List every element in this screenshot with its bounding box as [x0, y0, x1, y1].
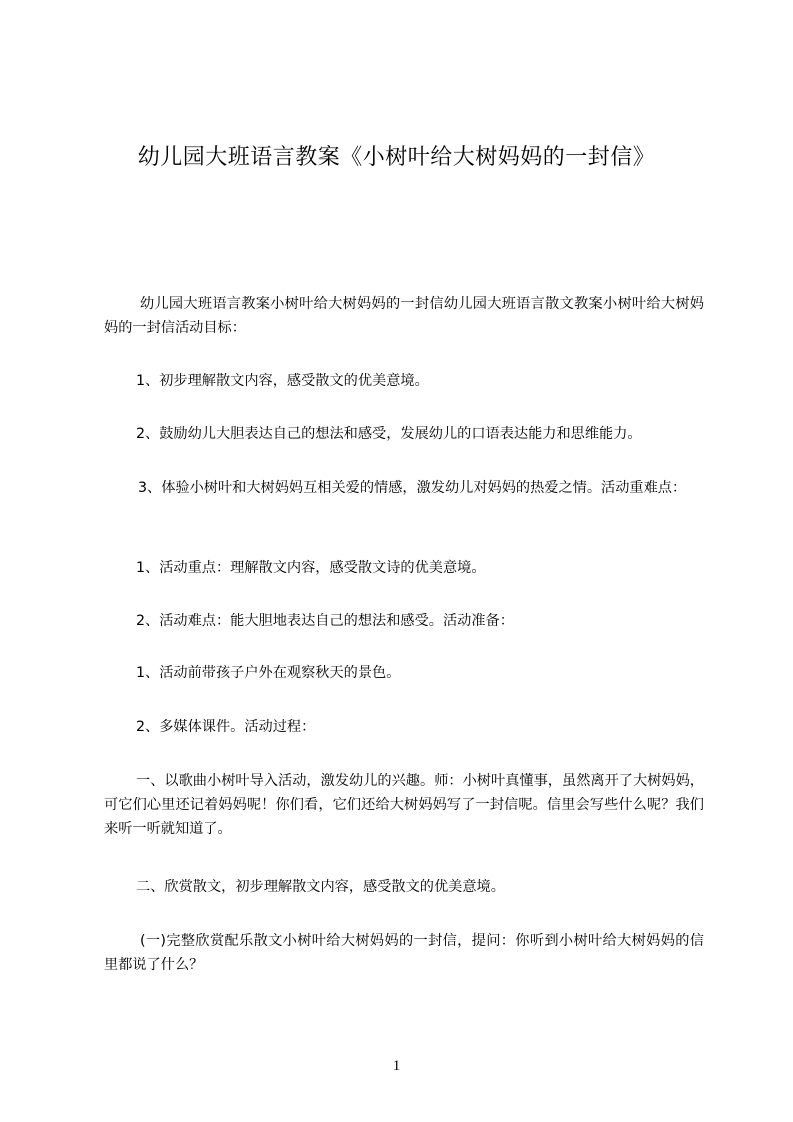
paragraph-prep-2: 2、多媒体课件。活动过程：: [136, 719, 316, 735]
paragraph-intro: 幼儿园大班语言教案小树叶给大树妈妈的一封信幼儿园大班语言散文教案小树叶给大树妈妈的一封信活动目标：: [104, 296, 704, 336]
paragraph-difficulty: 2、活动难点：能大胆地表达自己的想法和感受。活动准备：: [136, 613, 514, 629]
paragraph-prep-1: 1、活动前带孩子户外在观察秋天的景色。: [136, 665, 401, 681]
paragraph-goal-2: 2、鼓励幼儿大胆表达自己的想法和感受，发展幼儿的口语表达能力和思维能力。: [136, 426, 642, 442]
paragraph-step-1: 一、以歌曲小树叶导入活动，激发幼儿的兴趣。师：小树叶真懂事，虽然离开了大树妈妈，可它们心里还记着妈妈呢！你们看，它们还给大树妈妈写了一封信呢。信里会写些什么呢？我们来听一听就知道了。: [104, 773, 704, 837]
paragraph-key-point: 1、活动重点：理解散文内容，感受散文诗的优美意境。: [136, 560, 486, 576]
paragraph-goal-3: 3、体验小树叶和大树妈妈互相关爱的情感，激发幼儿对妈妈的热爱之情。活动重难点：: [138, 480, 687, 496]
page-number: 1: [392, 1058, 401, 1074]
paragraph-step-2: 二、欣赏散文，初步理解散文内容，感受散文的优美意境。: [136, 879, 505, 895]
paragraph-step-2-1: (一)完整欣赏配乐散文小树叶给大树妈妈的一封信，提问：你听到小树叶给大树妈妈的信里都说了什么？: [104, 933, 704, 973]
document-title: 幼儿园大班语言教案《小树叶给大树妈妈的一封信》: [137, 145, 656, 170]
paragraph-goal-1: 1、初步理解散文内容，感受散文的优美意境。: [136, 373, 429, 389]
